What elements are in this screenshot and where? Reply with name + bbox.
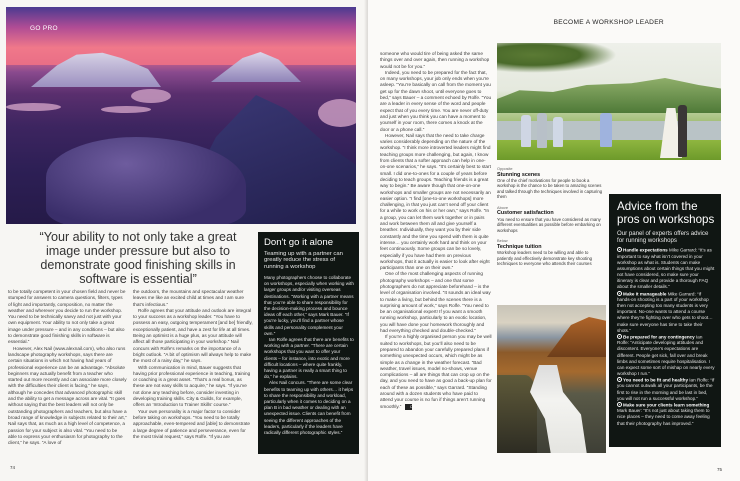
- caption-text: One of the chief motivations for people to book a workshop is the chance to be taken to amazing scenes and talked through the techniques involved in capturing them: [497, 177, 603, 200]
- sunrise-sky: [6, 7, 356, 65]
- loch: [6, 103, 61, 111]
- paragraph: [380, 334, 492, 410]
- sidebar-dek: Teaming up with a partner can greatly reduce the stress of running a workshop: [264, 251, 343, 270]
- paragraph: Alex Nail concurs. “There are some clear benefits to teaming up with others… it helps to share the responsibility and workload, particularly when it comes to deciding on a plan B in bad weather or dealing with an unexpected issue. Clients can benefit from seeing the different approaches of the leaders, particularly if the leaders have radically different photographic styles.”: [264, 380, 354, 435]
- photographer: [553, 117, 563, 147]
- caption-title: Technique tuition: [497, 243, 542, 250]
- paragraph: the outdoors, the mountains and spectacular weather leaves me like an excited child at times and I am sure that’s infectious.”: [133, 289, 244, 307]
- body-column-1: [8, 289, 127, 446]
- groom: [678, 105, 687, 157]
- tip-text: Mike Garrard: “If hands-on shooting is a part of your workshop then not accepting too many students is very important. No-one wants to attend a course where they’re fighting over who gets to shoot… make sure everyone has time to take their shots.”: [617, 291, 713, 333]
- advice-tip: [617, 402, 715, 427]
- caption: [497, 205, 605, 233]
- tip-text: Mike Garrard: “It’s as important to say what isn’t covered in your workshop as what is. Students can make assumptions about certain things that you might not have considered, so make sure your itinerary is clear and provide a thorough FAQ about the smaller details.”: [617, 247, 715, 290]
- bullet-icon: [617, 247, 622, 252]
- caption-title: Customer satisfaction: [497, 210, 554, 217]
- autumn-hillside: [547, 317, 606, 357]
- tip-heading: Handle expectations: [623, 247, 668, 253]
- advice-tip: [617, 247, 715, 290]
- photo-captions: [497, 166, 605, 272]
- caption-title: Stunning scenes: [497, 171, 541, 178]
- river-landscape-photo: [497, 305, 606, 453]
- photographer: [521, 115, 531, 147]
- body-column-3: [380, 51, 492, 410]
- page-number: 74: [10, 465, 16, 470]
- paragraph: Ian Rolfe agrees that there are benefits to working with a partner. “There are certain workshops that you want to offer your clients – for instance, into exotic and more difficult locations – where quite frankly, having a partner is really a smart thing to do,” he explains.: [264, 336, 354, 380]
- sidebar-body: [264, 275, 354, 436]
- advice-tip: [617, 377, 715, 402]
- tip-heading: Make it manageable: [623, 291, 667, 297]
- paragraph: With communication in mind, Bauer suggests that having prior professional experience in teaching, training or coaching is a great asset. “That’s a real bonus, as these are not easy skills to acquire,” he says. “If you’ve not done any teaching before, consider investing in developing training skills. City & Guilds, for example, offers an ‘Introduction to Trainer Skills’ course.”: [133, 364, 251, 408]
- tip-heading: Be prepared for any contingency: [623, 334, 695, 340]
- paragraph: someone who would tire of being asked the same things over and over again, then running a workshop would not be for you.”: [380, 51, 490, 69]
- paragraph: One of the most challenging aspects of running photography workshops – and one that some photographers do not appreciate beforehand – is the level of organisation involved. “It sounds an ideal way to make a living, but behind the scenes there is a surprising amount of work,” says Rolfe. “You need to be an organisational expert! If you want a smooth running workshop, particularly to an exotic location, you will have done your homework thoroughly and had everything checked and double-checked.”: [380, 271, 491, 334]
- caption-text: You need to ensure that you have considered as many different eventualities as possible before embarking on workshops: [497, 216, 601, 233]
- caption-label: Opposite: [497, 166, 513, 171]
- paragraph: Rolfe agrees that your attitude and outlook are integral to your success as a workshop leader. “You have to possess an easy, outgoing temperament [and be] friendly, exceptionally patient, and have a zest for life at all times. Being an optimist is a huge plus, as your attitude will affect all those participating in your workshop.” Nail concurs with Rolfe’s remarks on the importance of a bright outlook. “A bit of optimism will always help to make the most of a rainy day,” he says.: [133, 307, 253, 364]
- mossy-bank: [497, 375, 537, 453]
- paragraph: Indeed, you need to be prepared for the fact that, on many workshops, your job only ends when you’re asleep. “You’re basically on call from the moment you get up for the dawn shoot, until everyone goes to bed,” says Bauer – a comment echoed by Rolfe. “You are a leader in every sense of the word and people expect that of you every time. You are never off-duty and just when you think you can have a moment to yourself in your room, there comes a knock at the door or a phone call.”: [380, 69, 492, 132]
- hero-landscape-photo: [6, 7, 356, 224]
- tip-text: Ian Rolfe: “If you cannot outwalk all your participants, be the first to rise in the morning and be last in bed, you will not run a successful workshop.”: [617, 377, 715, 401]
- paragraph: Many photographers choose to collaborate on workshops, especially when working with larger groups and/or visiting overseas destinations. “Working with a partner means that you’re able to share responsibility for the decision-making process and bounce ideas off each other,” says Mark Bauer. “If you’re lucky, you’ll find a partner whose skills and personality complement your own.”: [264, 274, 354, 336]
- paragraph: However, Nail says that the need to take charge varies considerably depending on the nature of the workshop. “I think more introverted leaders might find teaching groups more challenging, but again, I know from clients that a softer approach can help in one-on-one scenarios,” he says. “It’s certainly best to start small. I did one-to-ones for a couple of years before deciding to teach groups. Teaching friends is a great way to begin.” Be aware though that one-on-one workshops and smaller groups are not necessarily an easier option. “I find [one-to-one workshops] more challenging, in that you just can’t send off your client for a while to work on his or her own,” says Rolfe. “In a group, you can let them work together or in pairs and work between them all and give yourself a breather. Individually, they want you by their side constantly and the time you spend with them is quite intense… you certainly work hard and think on your feet continuously. Some groups can be so lovely, especially if you have had them on previous workshops, that it actually is easier to look after eight participants than one on their own.”: [380, 132, 491, 271]
- photographer: [537, 113, 547, 148]
- caption: [497, 238, 605, 266]
- advice-title: Advice from the pros on workshops: [617, 200, 715, 226]
- loch: [101, 106, 151, 113]
- caption-label: Below: [497, 238, 508, 244]
- paragraph: Your own personality is a major factor to consider before taking on workshops. “You need to be totally approachable, even-tempered and [able] to demonstrate a large degree of patience and perseverance, even for the most trivial request,” says Rolfe. “If you are: [133, 408, 251, 439]
- paragraph: to be totally competent in your chosen field and never be stumped for answers to camera questions, filters, types of light and importantly, composition, no matter the weather and wherever you decide to run the workshop. You need to be technically savvy and not just with your own equipment. Your ability to not only take a great image under pressure – and in any conditions – but also to demonstrate good finishing skills in software is essential.”: [8, 289, 126, 345]
- sidebar-dont-go-it-alone: [258, 232, 359, 454]
- section-kicker: GO PRO: [30, 25, 58, 32]
- bullet-icon: [617, 291, 622, 296]
- treeline: [497, 78, 721, 113]
- advice-dek: Our panel of experts offers advice for running workshops: [617, 229, 709, 244]
- loch: [131, 89, 171, 103]
- wedding-workshop-photo: [497, 43, 721, 160]
- advice-tip: [617, 334, 715, 377]
- bullet-icon: [617, 402, 622, 407]
- loch: [318, 99, 356, 127]
- end-mark: DP: [405, 404, 412, 410]
- page-number: 75: [717, 467, 723, 472]
- bullet-icon: [617, 334, 622, 339]
- tip-heading: Make sure your clients learn something: [623, 402, 710, 408]
- tree-canopy: [497, 43, 617, 73]
- left-page: [0, 0, 368, 481]
- caption-text: Workshop leaders need to be willing and able to patiently and effectively demonstrate key shooting techniques to everyone who attends their courses: [497, 250, 592, 267]
- body-column-2: [133, 289, 253, 440]
- paragraph-text: If you’re a highly organised person you may be well suited to workshops, but you’ll also need to be prepared to abandon your carefully prepared plans if something unexpected occurs, which might be as simple as a change in the weather forecast. “Bad weather, travel issues, model no-shows, venue complications – all are things that can crop up on the day, and you need to have as good a back-up plan for each of these as possible,” says Garrard. “Standing around with a dozen students who have paid to attend your course is no fun if things aren’t running smoothly.”: [380, 334, 492, 409]
- photographer: [600, 113, 612, 147]
- sidebar-title: Don't go it alone: [264, 237, 334, 248]
- advice-box: [609, 194, 721, 447]
- advice-tip: [617, 291, 715, 334]
- caption: [497, 166, 605, 200]
- tip-heading: You need to be fit and healthy: [623, 377, 688, 383]
- section-header: BECOME A WORKSHOP LEADER: [553, 19, 664, 26]
- tip-text: Ian Rolfe: “Anticipate developing attitudes and discontent. Everyone’s expectations are different. People get sick, fall over and break limbs and sometimes require hospitalisation. I can expect some sort of mishap on nearly every workshop I run.”: [617, 334, 715, 376]
- tip-text: Mark Bauer: “It’s not just about taking them to nice places – they need to come away feeling that their photography has improved.”: [617, 408, 710, 426]
- paragraph: However, Alex Nail (www.alexnail.com), who also runs landscape photography workshops, says there are certain situations in which not having had years of professional experience can be an advantage. “Absolute beginners may actually benefit from a teacher who started out more recently and can associate more closely with the difficulties their client is facing,” he says, although he concedes that advanced photographic skill and the ability to get a message across are vital. “It goes without saying that the best leaders will not only be outstanding photographers and teachers, but also have a broad range of knowledge in subjects related to their art,” Nail says that, as much as a high level of competence, a passion for your subject is also vital. “You need to be able to express your enthusiasm for photography to the client,” he says. “A love of: [8, 345, 127, 446]
- caption-label: Above: [497, 204, 509, 210]
- pull-quote: “Your ability to not only take a great image under pressure but also to demonstrate good finishing skills in software is essential”: [39, 230, 237, 286]
- bullet-icon: [617, 377, 622, 382]
